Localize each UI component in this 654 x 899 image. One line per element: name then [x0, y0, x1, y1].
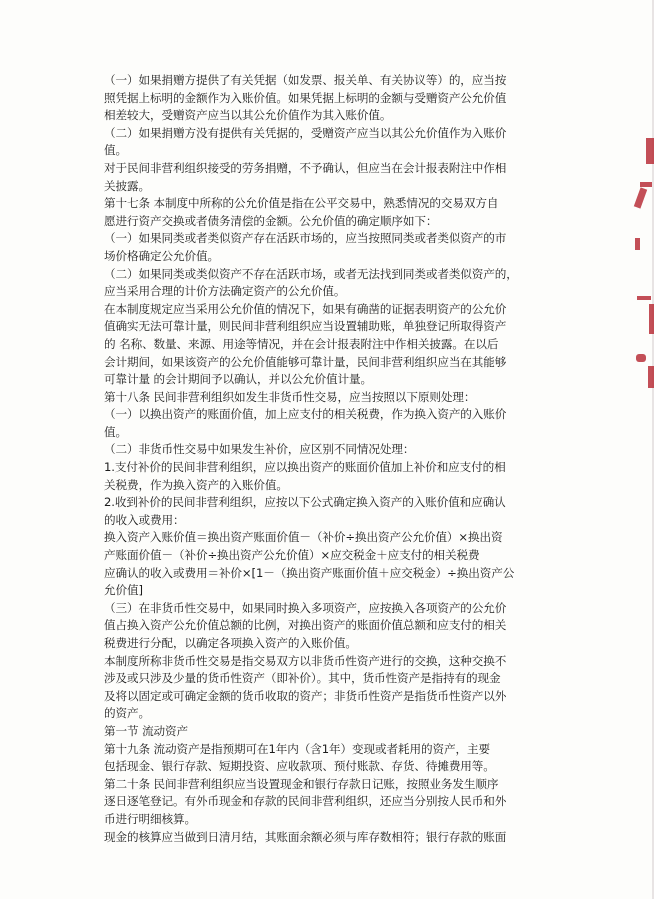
text-line: 应当采用合理的计价方法确定资产的公允价值。	[104, 284, 346, 299]
text-line: 的 名称、数量、来源、用途等情况，并在会计报表附注中作相关披露。在以后	[104, 336, 499, 351]
text-line: 的资产。	[104, 706, 150, 721]
text-line: （二）如果捐赠方没有提供有关凭据的，受赠资产应当以其公允价值作为入账价	[104, 125, 507, 140]
seal-mark-mid-bar	[637, 296, 651, 300]
text-line: 逐日逐笔登记。有外币现金和存款的民间非营利组织，还应当分别按人民币和外	[104, 794, 507, 809]
text-line: 涉及或只涉及少量的货币性资产（即补价）。其中，货币性资产是指持有的现金	[104, 671, 501, 686]
seal-mark-bottom	[636, 354, 646, 362]
text-line: 值。	[104, 143, 127, 158]
text-line: 币进行明细核算。	[104, 811, 196, 826]
text-line: 愿进行资产交换或者债务清偿的金额。公允价值的确定顺序如下：	[104, 213, 438, 228]
text-line: （二）如果同类或类似资产不存在活跃市场，或者无法找到同类或者类似资产的，	[104, 266, 518, 281]
text-line: 及将以固定或可确定金额的货币收取的资产；非货币性资产是指货币性资产以外	[104, 688, 507, 703]
text-line: （一）以换出资产的账面价值，加上应支付的相关税费，作为换入资产的入账价	[104, 407, 507, 422]
text-line: 关税费，作为换入资产的入账价值。	[104, 477, 288, 492]
seal-mark-lower	[649, 304, 654, 334]
text-line: 的收入或费用：	[104, 512, 185, 527]
document-body	[104, 72, 574, 846]
text-line: 包括现金、银行存款、短期投资、应收款项、预付账款、存货、待摊费用等。	[104, 759, 495, 774]
text-line: 第十九条 流动资产是指预期可在1年内（含1年）变现或者耗用的资产，主要	[104, 741, 490, 756]
text-line: （一）如果同类或者类似资产存在活跃市场的，应当按照同类或者类似资产的市	[104, 231, 507, 246]
text-line: 在本制度规定应当采用公允价值的情况下，如果有确凿的证据表明资产的公允价	[104, 301, 507, 316]
text-line: 第十八条 民间非营利组织如发生非货币性交易，应当按照以下原则处理：	[104, 389, 476, 404]
text-line: 1.支付补价的民间非营利组织，应以换出资产的账面价值加上补价和应支付的相	[104, 460, 506, 475]
text-line: 允价值]	[104, 583, 143, 598]
text-line: 税费进行分配，以确定各项换入资产的入账价值。	[104, 636, 357, 650]
text-line: 会计期间，如果该资产的公允价值能够可靠计量，民间非营利组织应当在其能够	[104, 354, 507, 369]
text-line: 关披露。	[104, 178, 150, 193]
text-line: 产账面价值－（补价÷换出资产公允价值）×应交税金＋应支付的相关税费	[104, 548, 480, 563]
seal-mark-top	[646, 138, 654, 164]
seal-mark-upper-bar	[640, 182, 652, 187]
seal-mark-mid	[635, 238, 640, 250]
section-heading: 第一节 流动资产	[104, 723, 189, 738]
text-line: 第十七条 本制度中所称的公允价值是指在公平交易中，熟悉情况的交易双方自	[104, 196, 499, 211]
text-line: 第二十条 民间非营利组织应当设置现金和银行存款日记账，按照业务发生顺序	[104, 776, 499, 791]
text-line: 值。	[104, 424, 127, 439]
text-line: （一）如果捐赠方提供了有关凭据（如发票、报关单、有关协议等）的，应当按	[104, 73, 507, 87]
text-line: 应确认的收入或费用＝补价×[1－（换出资产账面价值＋应交税金）÷换出资产公	[104, 565, 515, 580]
seal-mark-bottom-edge	[648, 366, 654, 388]
text-line: 2.收到补价的民间非营利组织，应按以下公式确定换入资产的入账价值和应确认	[104, 495, 506, 510]
text-line: 现金的核算应当做到日清月结，其账面余额必须与库存数相符；银行存款的账面	[104, 829, 507, 844]
text-line: 照凭据上标明的金额作为入账价值。如果凭据上标明的金额与受赠资产公允价值	[104, 90, 507, 105]
seal-mark-upper	[634, 187, 647, 208]
text-line: 场价格确定公允价值。	[104, 248, 219, 263]
text-line: 可靠计量 的会计期间予以确认，并以公允价值计量。	[104, 372, 372, 387]
text-line: （三）在非货币性交易中，如果同时换入多项资产，应按换入各项资产的公允价	[104, 600, 507, 615]
text-line: 值占换入资产公允价值总额的比例，对换出资产的账面价值总额和应支付的相关	[104, 618, 507, 633]
text-line: 对于民间非营利组织接受的劳务捐赠，不予确认，但应当在会计报表附注中作相	[104, 160, 507, 175]
text-line: 值确实无法可靠计量，则民间非营利组织应当设置辅助账，单独登记所取得资产	[104, 319, 507, 334]
text-line: 本制度所称非货币性交易是指交易双方以非货币性资产进行的交换，这种交换不	[104, 653, 507, 668]
text-line: 相差较大，受赠资产应当以其公允价值作为其入账价值。	[104, 108, 392, 123]
text-line: （二）非货币性交易中如果发生补价，应区别不同情况处理：	[104, 442, 415, 457]
text-line: 换入资产入账价值＝换出资产账面价值－（补价÷换出资产公允价值）×换出资	[104, 530, 503, 545]
